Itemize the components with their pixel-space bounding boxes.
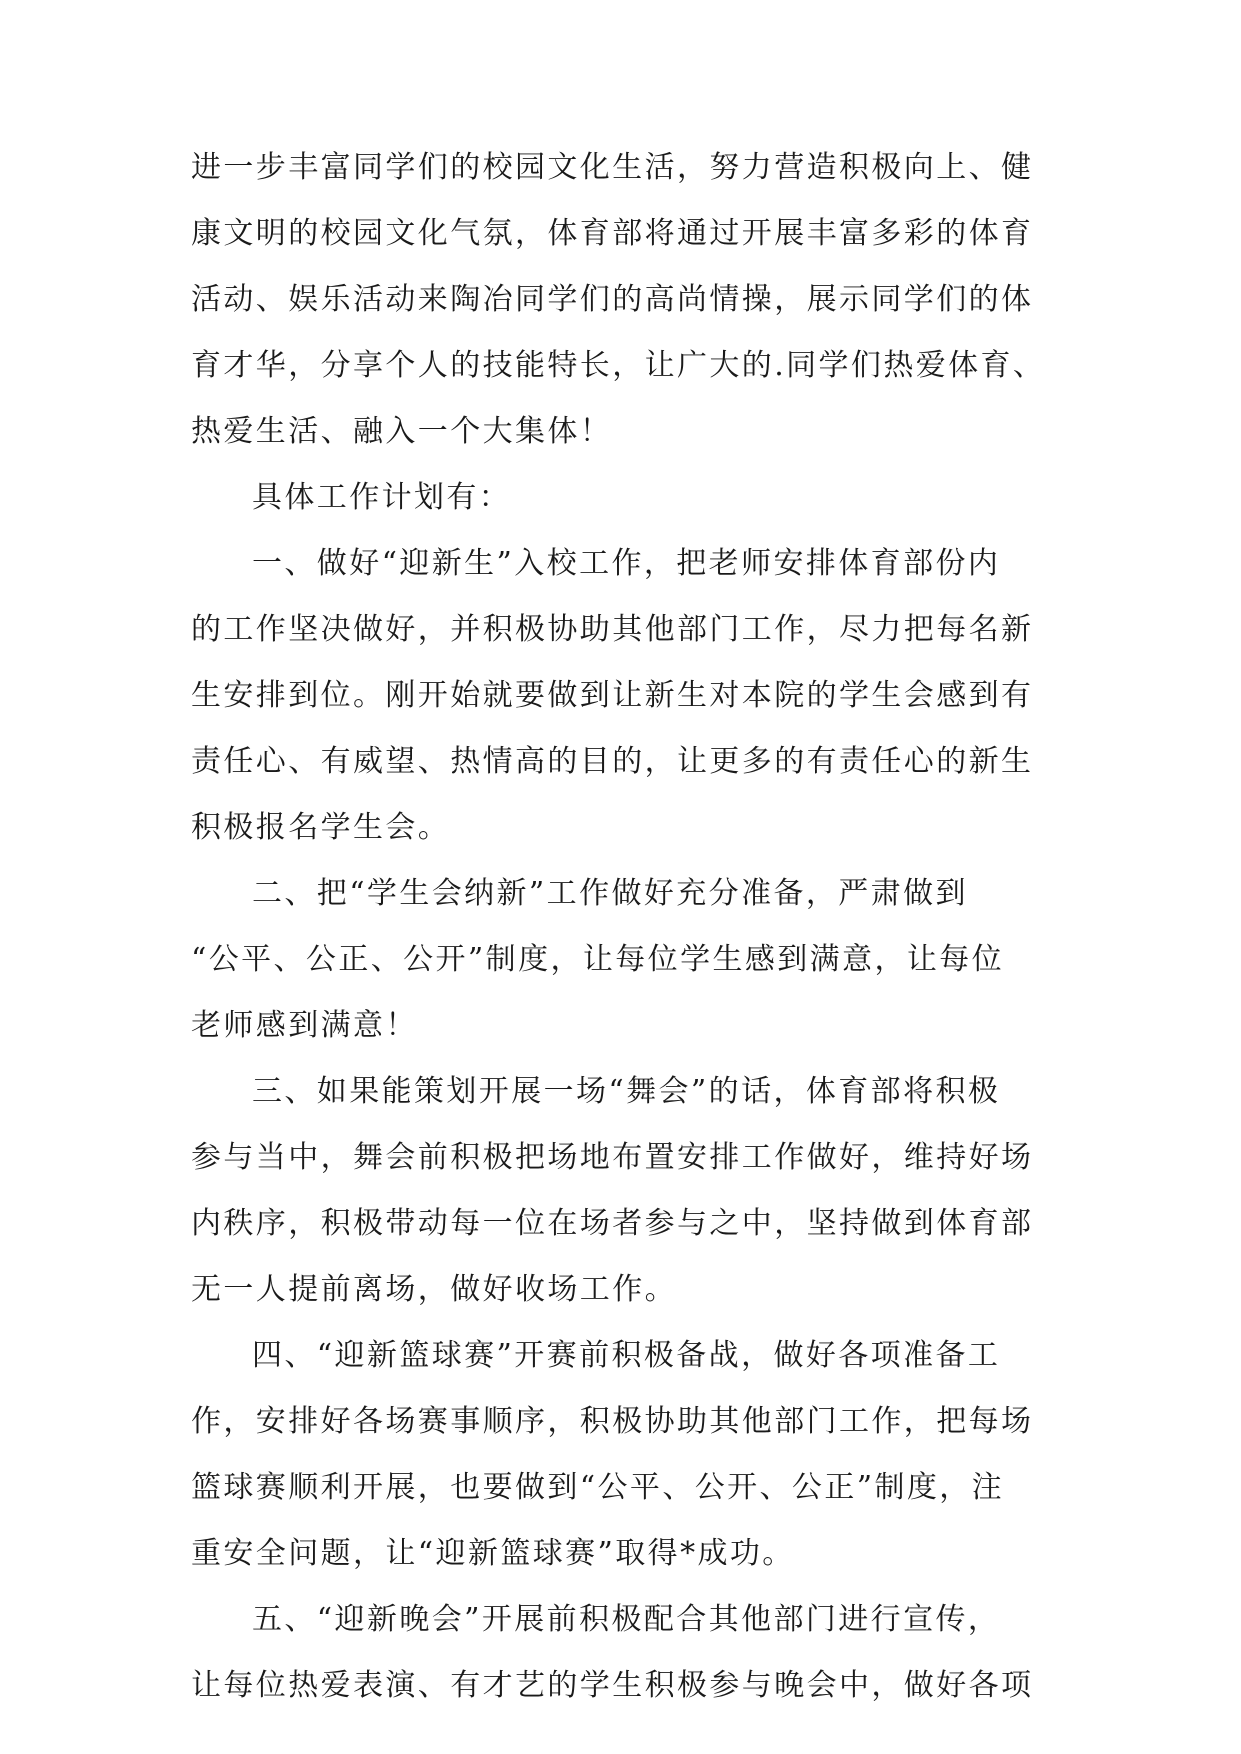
text-line: 重安全问题，让“迎新篮球赛”取得*成功。 — [191, 1536, 795, 1571]
text-line: 作，安排好各场赛事顺序，积极协助其他部门工作，把每场 — [191, 1404, 1034, 1439]
text-line: 进一步丰富同学们的校园文化生活，努力营造积极向上、健 — [191, 150, 1034, 185]
text-line: 的工作坚决做好，并积极协助其他部门工作，尽力把每名新 — [191, 612, 1034, 647]
text-line: 热爱生活、融入一个大集体！ — [191, 414, 613, 449]
text-line: 育才华，分享个人的技能特长，让广大的.同学们热爱体育、 — [191, 348, 1046, 383]
text-line: 活动、娱乐活动来陶冶同学们的高尚情操，展示同学们的体 — [191, 282, 1034, 317]
text-line: 生安排到位。刚开始就要做到让新生对本院的学生会感到有 — [191, 678, 1034, 713]
text-line: 四、“迎新篮球赛”开赛前积极备战，做好各项准备工 — [252, 1338, 1001, 1373]
text-line: 参与当中，舞会前积极把场地布置安排工作做好，维持好场 — [191, 1140, 1034, 1175]
text-line: 内秩序，积极带动每一位在场者参与之中，坚持做到体育部 — [191, 1206, 1034, 1241]
text-line: 篮球赛顺利开展，也要做到“公平、公开、公正”制度，注 — [191, 1470, 1005, 1505]
text-line: 积极报名学生会。 — [191, 810, 451, 845]
text-line: 一、做好“迎新生”入校工作，把老师安排体育部份内 — [252, 546, 1001, 581]
text-line: 五、“迎新晚会”开展前积极配合其他部门进行宣传， — [252, 1602, 1001, 1637]
text-line: “公平、公正、公开”制度，让每位学生感到满意，让每位 — [191, 942, 1005, 977]
text-line: 二、把“学生会纳新”工作做好充分准备，严肃做到 — [252, 876, 968, 911]
text-line: 无一人提前离场，做好收场工作。 — [191, 1272, 677, 1307]
text-line: 老师感到满意！ — [191, 1008, 418, 1043]
text-line: 让每位热爱表演、有才艺的学生积极参与晚会中，做好各项 — [191, 1668, 1034, 1703]
text-line: 康文明的校园文化气氛，体育部将通过开展丰富多彩的体育 — [191, 216, 1034, 251]
text-line: 三、如果能策划开展一场“舞会”的话，体育部将积极 — [252, 1074, 1001, 1109]
text-line: 责任心、有威望、热情高的目的，让更多的有责任心的新生 — [191, 744, 1034, 779]
section-heading: 具体工作计划有： — [252, 480, 512, 515]
